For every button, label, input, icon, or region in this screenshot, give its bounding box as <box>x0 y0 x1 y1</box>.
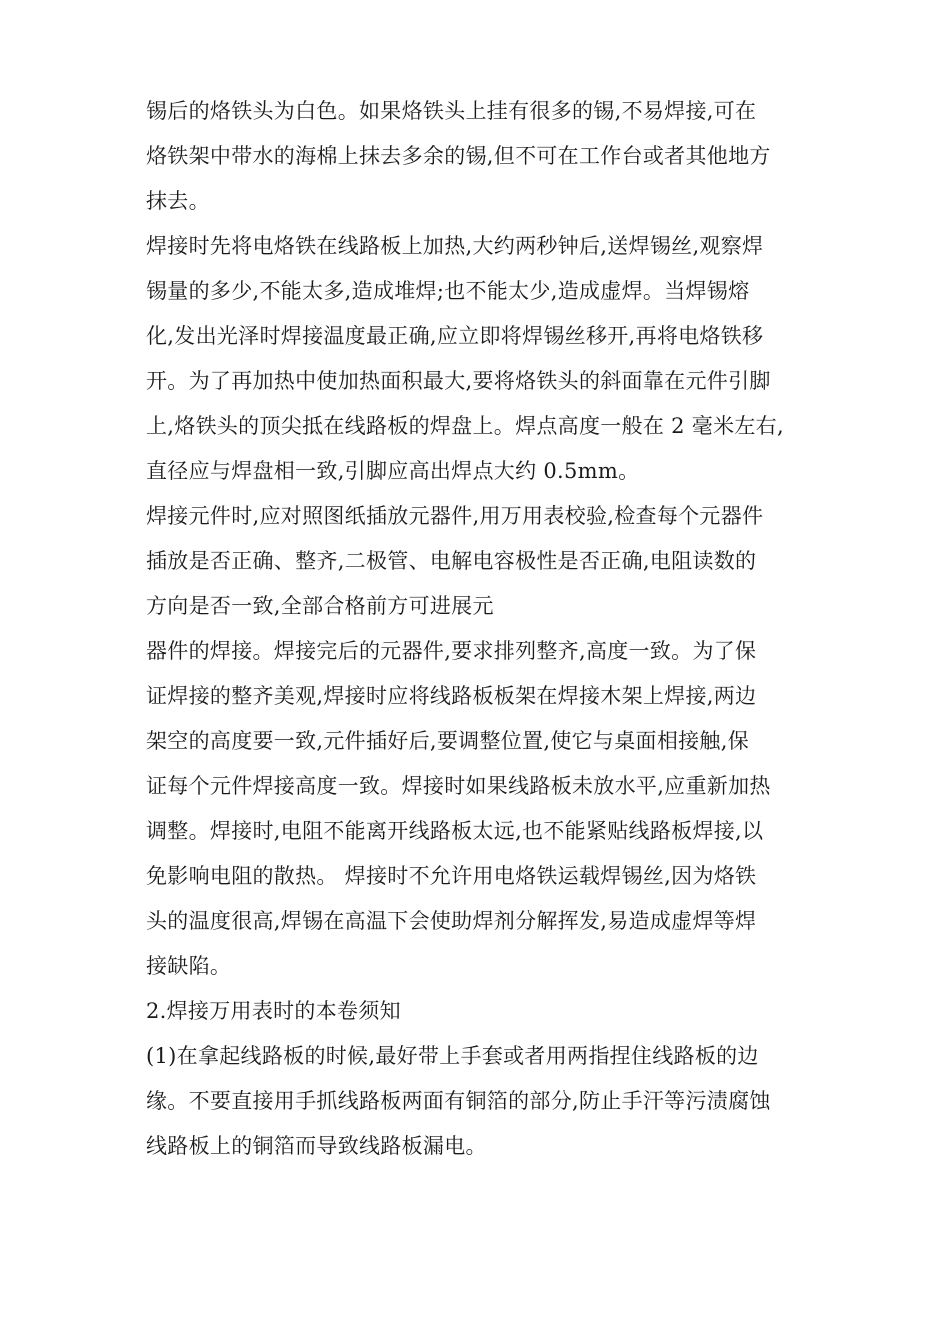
text-line: 插放是否正确、整齐,二极管、电解电容极性是否正确,电阻读数的 <box>146 549 757 573</box>
section-heading: 2.焊接万用表时的本卷须知 <box>146 999 401 1023</box>
text-line: 直径应与焊盘相一致,引脚应高出焊点大约 0.5mm。 <box>146 459 640 483</box>
text-line: 烙铁架中带水的海棉上抹去多余的锡,但不可在工作台或者其他地方 <box>146 144 771 168</box>
text-line: 证每个元件焊接高度一致。焊接时如果线路板未放水平,应重新加热 <box>146 774 771 798</box>
text-line: 头的温度很高,焊锡在高温下会使助焊剂分解挥发,易造成虚焊等焊 <box>146 909 757 933</box>
text-line: 架空的高度要一致,元件插好后,要调整位置,使它与桌面相接触,保 <box>146 729 749 753</box>
text-line: 免影响电阻的散热。 焊接时不允许用电烙铁运载焊锡丝,因为烙铁 <box>146 864 757 888</box>
text-line: 证焊接的整齐美观,焊接时应将线路板板架在焊接木架上焊接,两边 <box>146 684 757 708</box>
text-line: 抹去。 <box>146 189 210 213</box>
text-line: 线路板上的铜箔而导致线路板漏电。 <box>146 1134 487 1158</box>
text-line: 接缺陷。 <box>146 954 232 978</box>
text-line: 焊接时先将电烙铁在线路板上加热,大约两秒钟后,送焊锡丝,观察焊 <box>146 234 764 258</box>
text-line: 上,烙铁头的顶尖抵在线路板的焊盘上。焊点高度一般在 2 毫米左右, <box>146 414 784 438</box>
text-line: 开。为了再加热中使加热面积最大,要将烙铁头的斜面靠在元件引脚 <box>146 369 771 393</box>
text-line: 方向是否一致,全部合格前方可进展元 <box>146 594 494 618</box>
text-line: 锡量的多少,不能太多,造成堆焊;也不能太少,造成虚焊。当焊锡熔 <box>146 279 750 303</box>
text-line: 化,发出光泽时焊接温度最正确,应立即将焊锡丝移开,再将电烙铁移 <box>146 324 764 348</box>
text-line: 调整。焊接时,电阻不能离开线路板太远,也不能紧贴线路板焊接,以 <box>146 819 764 843</box>
text-line: 锡后的烙铁头为白色。如果烙铁头上挂有很多的锡,不易焊接,可在 <box>146 99 757 123</box>
text-line: 器件的焊接。焊接完后的元器件,要求排列整齐,高度一致。为了保 <box>146 639 757 663</box>
text-line: 缘。不要直接用手抓线路板两面有铜箔的部分,防止手汗等污渍腐蚀 <box>146 1089 771 1113</box>
text-line: (1)在拿起线路板的时候,最好带上手套或者用两指捏住线路板的边 <box>146 1044 759 1068</box>
text-line: 焊接元件时,应对照图纸插放元器件,用万用表校验,检查每个元器件 <box>146 504 764 528</box>
